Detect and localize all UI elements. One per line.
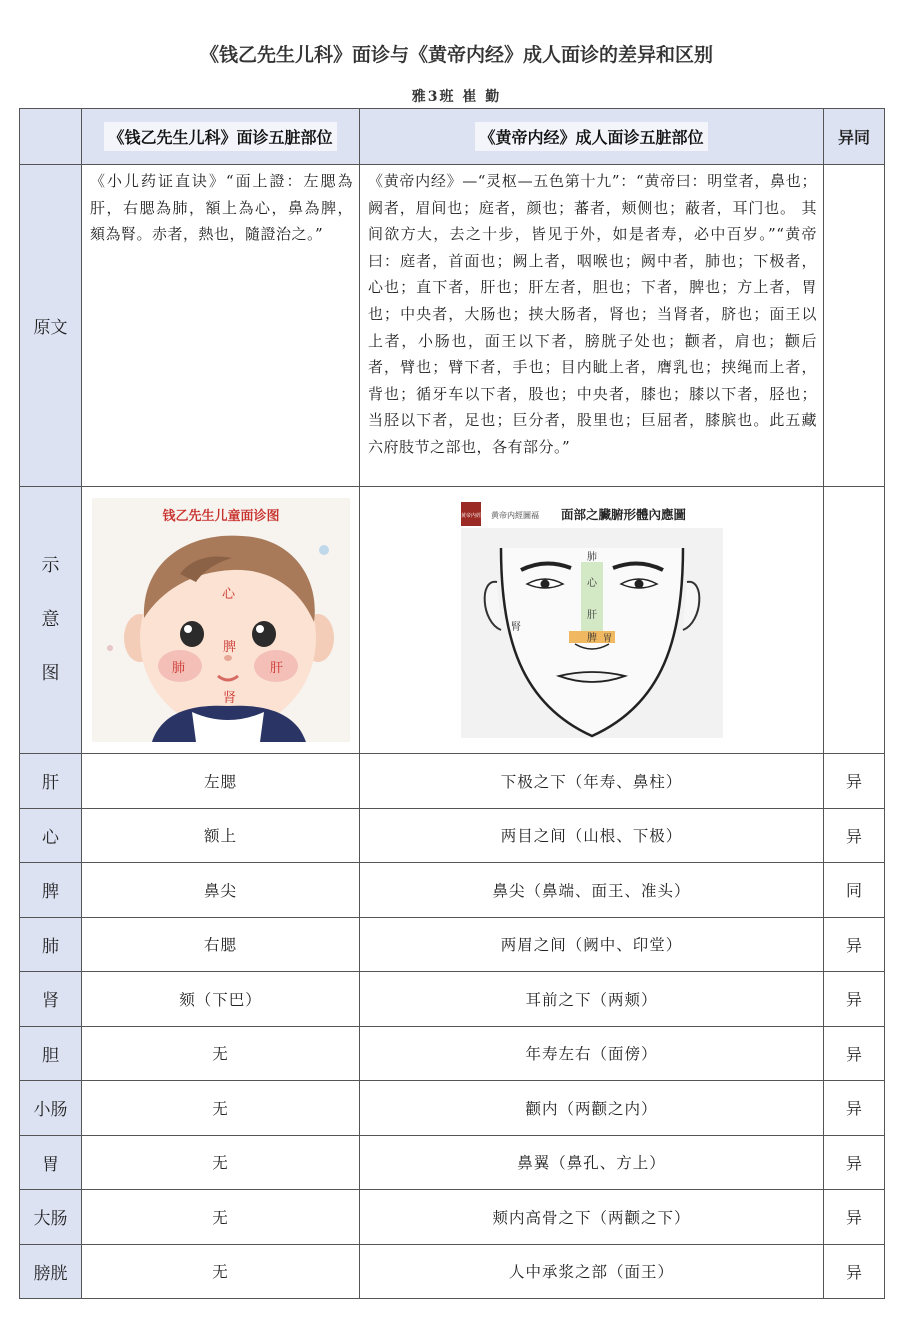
adult-mark-liver: 肝 (586, 610, 597, 621)
huangdi-original-text: 《黄帝内经》—“灵枢—五色第十九”：“黄帝曰：明堂者，鼻也；阙者，眉间也；庭者，颜也；蕃者，颊侧也；蔽者，耳门也。 其间欲方大，去之十步，皆见于外，如是者寿，必中百岁。”“黄帝曰：庭者，首面也；阙上者，咽喉也；阙中者，肺也；下极者，心也；直下者，肝也；肝左者，胆也；下者，脾也；方上者，胃也；中央者，大肠也；挟大肠者，肾也；当肾者，脐也；面王以上者，小肠也，面王以下者，膀胱子处也；颧者，肩也；颧后者，臂也；臂下者，手也；目内眦上者，膺乳也；挟绳而上者，背也；循牙车以下者，股也；中央者，膝也；膝以下者，胫也；当胫以下者，足也；巨分者，股里也；巨屈者，膝膑也。此五藏六府肢节之部也，各有部分。” (368, 172, 817, 456)
diagram-diff-cell (824, 487, 885, 754)
row-label-diagram: 示 意 图 (20, 487, 82, 754)
organ-label: 肾 (20, 972, 82, 1027)
qian-original-text: 《小儿药证直诀》“面上證：左腮為肝，右腮為肺，額上為心，鼻為脾，頦為腎。赤者，熱也，隨證治之。” (90, 172, 353, 244)
huangdi-location: 耳前之下（两颊） (360, 972, 824, 1027)
qian-original-cell (82, 165, 360, 487)
organ-label: 心 (20, 808, 82, 863)
adult-face-diagram (457, 498, 727, 742)
qian-location: 左腮 (82, 754, 360, 809)
child-mark-heart: 心 (221, 587, 235, 602)
child-mark-kidney: 肾 (222, 691, 236, 706)
organ-label: 肺 (20, 917, 82, 972)
organ-label: 脾 (20, 863, 82, 918)
table-row (20, 1244, 885, 1299)
child-mark-lung: 肺 (171, 661, 185, 676)
qian-location: 无 (82, 1135, 360, 1190)
huangdi-location: 人中承浆之部（面王） (360, 1244, 824, 1299)
child-mark-spleen: 脾 (222, 640, 236, 655)
organ-label: 小肠 (20, 1081, 82, 1136)
comparison-table (19, 108, 885, 1299)
diff-value: 异 (824, 1081, 885, 1136)
adult-mark-spleen: 脾 (586, 633, 597, 644)
original-text-row (20, 165, 885, 487)
table-row (20, 1081, 885, 1136)
qian-location: 右腮 (82, 917, 360, 972)
organ-label: 大肠 (20, 1190, 82, 1245)
row-label-original: 原文 (20, 165, 82, 487)
page-title: 《钱乙先生儿科》面诊与《黄帝内经》成人面诊的差异和区别 (199, 44, 713, 66)
diff-value: 异 (824, 917, 885, 972)
huangdi-location: 鼻翼（鼻孔、方上） (360, 1135, 824, 1190)
adult-mark-kidney: 腎 (510, 622, 521, 633)
table-header-row (20, 109, 885, 165)
organ-label: 胃 (20, 1135, 82, 1190)
qian-location: 额上 (82, 808, 360, 863)
huangdi-location: 鼻尖（鼻端、面王、准头） (360, 863, 824, 918)
diff-value: 异 (824, 1026, 885, 1081)
adult-mark-heart: 心 (586, 578, 597, 589)
huangdi-location: 颧内（两颧之内） (360, 1081, 824, 1136)
child-mark-liver: 肝 (269, 661, 283, 676)
diff-value: 异 (824, 972, 885, 1027)
author-line: 雅3班 崔 勤 (411, 89, 502, 105)
header-qian: 《钱乙先生儿科》面诊五脏部位 (82, 109, 360, 165)
header-corner (20, 109, 82, 165)
qian-location: 颏（下巴） (82, 972, 360, 1027)
child-diagram-title: 钱乙先生儿童面诊图 (161, 509, 280, 524)
table-row (20, 1190, 885, 1245)
organ-label: 胆 (20, 1026, 82, 1081)
huangdi-location: 两眉之间（阙中、印堂） (360, 917, 824, 972)
header-diff: 异同 (824, 109, 885, 165)
diff-value: 异 (824, 754, 885, 809)
table-row (20, 1135, 885, 1190)
table-row (20, 754, 885, 809)
huangdi-original-cell (360, 165, 824, 487)
adult-diagram-title: 面部之臟腑形體內應圖 (560, 507, 686, 522)
huangdi-location: 下极之下（年寿、鼻柱） (360, 754, 824, 809)
organ-label: 膀胱 (20, 1244, 82, 1299)
qian-location: 鼻尖 (82, 863, 360, 918)
diff-value: 异 (824, 1135, 885, 1190)
qian-location: 无 (82, 1244, 360, 1299)
huangdi-location: 颊内高骨之下（两颧之下） (360, 1190, 824, 1245)
qian-location: 无 (82, 1190, 360, 1245)
adult-mark-lung: 肺 (586, 552, 597, 563)
table-row (20, 1026, 885, 1081)
child-diagram-cell (82, 487, 360, 754)
diff-value: 异 (824, 808, 885, 863)
huangdi-location: 年寿左右（面傍） (360, 1026, 824, 1081)
qian-location: 无 (82, 1081, 360, 1136)
organ-label: 肝 (20, 754, 82, 809)
adult-mark-stomach: 胃 (602, 634, 612, 644)
table-row (20, 917, 885, 972)
adult-seal-text: 黄帝内經 (460, 513, 481, 519)
table-row (20, 972, 885, 1027)
adult-book-label: 黄帝内經圖福 (490, 511, 539, 520)
table-row (20, 863, 885, 918)
diff-value: 异 (824, 1190, 885, 1245)
diff-value: 同 (824, 863, 885, 918)
diagram-row (20, 487, 885, 754)
huangdi-location: 两目之间（山根、下极） (360, 808, 824, 863)
child-face-diagram (92, 498, 350, 742)
original-diff-cell (824, 165, 885, 487)
header-huangdi: 《黄帝内经》成人面诊五脏部位 (360, 109, 824, 165)
table-row (20, 808, 885, 863)
diff-value: 异 (824, 1244, 885, 1299)
adult-diagram-cell (360, 487, 824, 754)
qian-location: 无 (82, 1026, 360, 1081)
